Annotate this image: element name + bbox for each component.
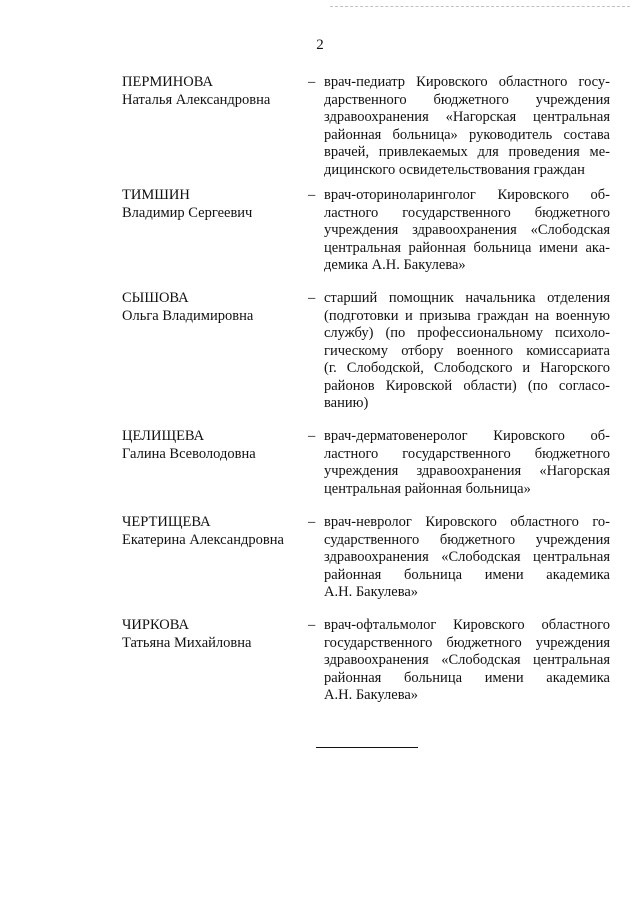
- separator-dash: –: [308, 617, 316, 633]
- page-number: 2: [316, 37, 324, 53]
- position-line: врач-оториноларинголог Кировского об-: [324, 187, 610, 203]
- position-line: здравоохранения «Нагорская центральная: [324, 109, 610, 125]
- top-edge-rule: [330, 6, 630, 7]
- member-position: [324, 187, 610, 275]
- member-surname: ПЕРМИНОВА: [122, 74, 213, 90]
- member-position: [324, 74, 610, 179]
- position-line: врач-офтальмолог Кировского областного: [324, 617, 610, 633]
- member-surname: ТИМШИН: [122, 187, 190, 203]
- member-surname: ЧЕРТИЩЕВА: [122, 514, 211, 530]
- position-line: А.Н. Бакулева»: [324, 687, 419, 703]
- member-given-names: Наталья Александровна: [122, 91, 271, 108]
- position-line: центральная районная больница»: [324, 480, 531, 497]
- separator-dash: –: [308, 187, 316, 203]
- position-line: ластного государственного бюджетного: [324, 445, 610, 462]
- position-line: ванию): [324, 395, 369, 411]
- closing-rule: [316, 747, 418, 748]
- member-position: [324, 428, 610, 498]
- member-surname: ЦЕЛИЩЕВА: [122, 428, 205, 444]
- position-line: врач-невролог Кировского областного го-: [324, 514, 610, 530]
- member-given-names: Екатерина Александровна: [122, 531, 284, 548]
- position-line: районная больница имени академика: [324, 566, 610, 583]
- member-name: [122, 290, 302, 325]
- member-surname: СЫШОВА: [122, 290, 189, 306]
- member-name: [122, 428, 302, 463]
- position-line: здравоохранения «Слободская центральная: [324, 549, 610, 565]
- position-line: ластного государственного бюджетного: [324, 204, 610, 221]
- member-given-names: Владимир Сергеевич: [122, 204, 253, 221]
- position-line: врачей, привлекаемых для проведения ме-: [324, 144, 610, 160]
- position-line: районная больница» руководитель состава: [324, 126, 610, 143]
- position-line: районов Кировской области) (по согласо-: [324, 377, 610, 394]
- position-line: дарственного бюджетного учреждения: [324, 91, 610, 108]
- separator-dash: –: [308, 428, 316, 444]
- member-given-names: Татьяна Михайловна: [122, 634, 252, 651]
- position-line: сударственного бюджетного учреждения: [324, 531, 610, 548]
- position-line: (г. Слободской, Слободского и Нагорского: [324, 360, 610, 376]
- position-line: демика А.Н. Бакулева»: [324, 257, 466, 273]
- position-line: службу) (по профессиональному психоло-: [324, 325, 610, 341]
- position-line: центральная районная больница имени ака-: [324, 239, 610, 256]
- position-line: врач-дерматовенеролог Кировского об-: [324, 428, 610, 444]
- position-line: старший помощник начальника отделения: [324, 290, 610, 306]
- member-given-names: Галина Всеволодовна: [122, 445, 256, 462]
- position-line: гическому отбору военного комиссариата: [324, 342, 610, 359]
- position-line: государственного бюджетного учреждения: [324, 634, 610, 651]
- position-line: районная больница имени академика: [324, 669, 610, 686]
- member-position: [324, 617, 610, 705]
- member-position: [324, 290, 610, 413]
- position-line: дицинского освидетельствования граждан: [324, 161, 585, 178]
- position-line: врач-педиатр Кировского областного госу-: [324, 74, 610, 90]
- separator-dash: –: [308, 514, 316, 530]
- member-name: [122, 514, 302, 549]
- member-name: [122, 617, 302, 652]
- position-line: (подготовки и призыва граждан на военную: [324, 307, 610, 324]
- member-given-names: Ольга Владимировна: [122, 307, 254, 324]
- member-position: [324, 514, 610, 602]
- position-line: здравоохранения «Слободская центральная: [324, 652, 610, 668]
- member-name: [122, 74, 302, 109]
- position-line: учреждения здравоохранения «Нагорская: [324, 463, 610, 479]
- member-surname: ЧИРКОВА: [122, 617, 189, 633]
- position-line: учреждения здравоохранения «Слободская: [324, 222, 610, 238]
- separator-dash: –: [308, 74, 316, 90]
- separator-dash: –: [308, 290, 316, 306]
- member-name: [122, 187, 302, 222]
- position-line: А.Н. Бакулева»: [324, 584, 419, 600]
